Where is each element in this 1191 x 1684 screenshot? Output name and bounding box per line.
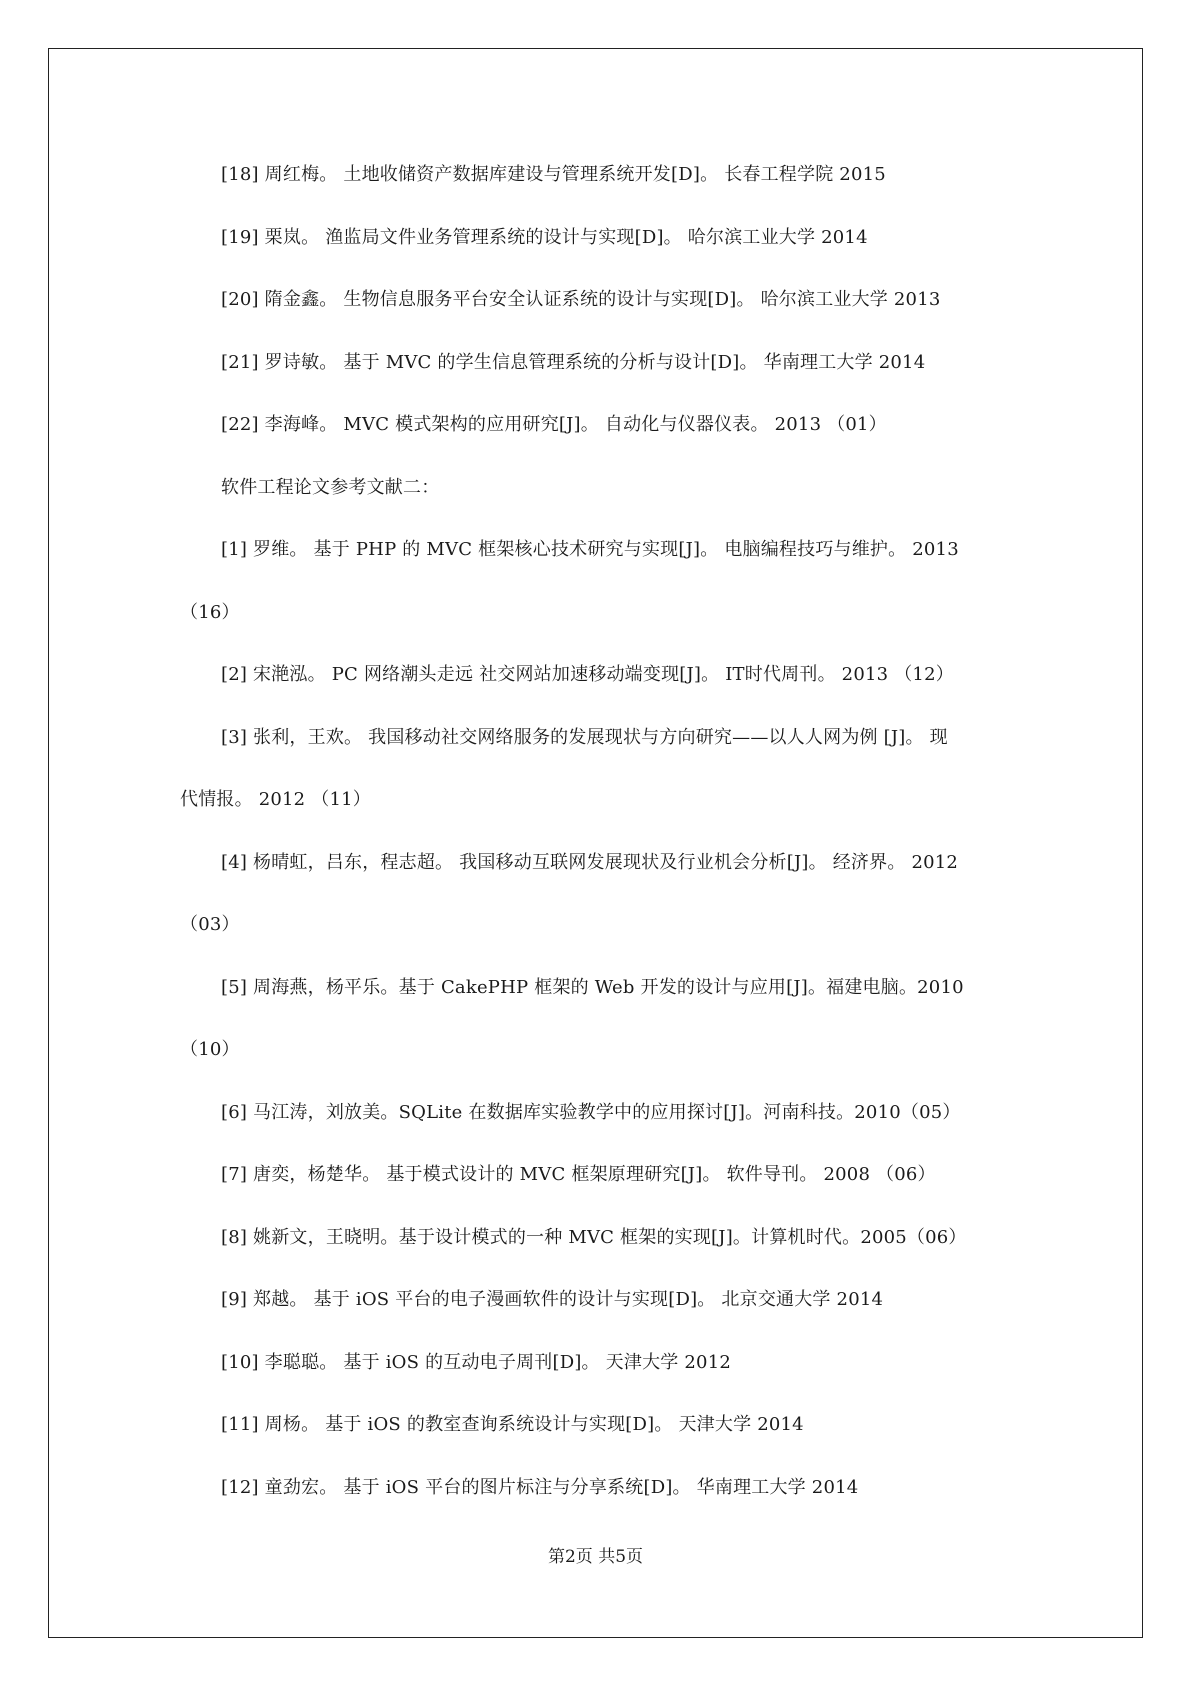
reference-line: [4] 杨晴虹，吕东，程志超。 我国移动互联网发展现状及行业机会分析[J]。 经济界。 2012 (221, 851, 959, 873)
reference-line-continuation: 代情报。 2012 （11） (180, 789, 371, 810)
reference-line: [5] 周海燕，杨平乐。基于 CakePHP 框架的 Web 开发的设计与应用[J]。福建电脑。2010 (221, 976, 964, 998)
reference-line: [11] 周杨。 基于 iOS 的教室查询系统设计与实现[D]。 天津大学 2014 (221, 1414, 804, 1435)
reference-line: [2] 宋滟泓。 PC 网络潮头走远 社交网站加速移动端变现[J]。 IT时代周刊。 2013 （12） (221, 664, 954, 685)
reference-line: [3] 张利，王欢。 我国移动社交网络服务的发展现状与方向研究——以人人网为例 [J]。 现 (221, 726, 948, 748)
reference-line: [8] 姚新文，王晓明。基于设计模式的一种 MVC 框架的实现[J]。计算机时代。2005（06） (221, 1226, 967, 1248)
reference-line: [19] 栗岚。 渔监局文件业务管理系统的设计与实现[D]。 哈尔滨工业大学 2014 (221, 226, 868, 248)
reference-line: [12] 童劲宏。 基于 iOS 平台的图片标注与分享系统[D]。 华南理工大学 2014 (221, 1476, 859, 1498)
reference-line: [18] 周红梅。 土地收储资产数据库建设与管理系统开发[D]。 长春工程学院 2015 (221, 164, 886, 185)
reference-line-continuation: （03） (180, 914, 240, 935)
reference-line: [9] 郑越。 基于 iOS 平台的电子漫画软件的设计与实现[D]。 北京交通大学 2014 (221, 1289, 884, 1310)
reference-line-continuation: （10） (180, 1039, 240, 1060)
reference-line-continuation: （16） (180, 601, 240, 623)
section-heading: 软件工程论文参考文献二： (221, 476, 440, 498)
reference-line: [10] 李聪聪。 基于 iOS 的互动电子周刊[D]。 天津大学 2012 (221, 1351, 732, 1373)
reference-list (180, 146, 1020, 1521)
reference-line: [22] 李海峰。 MVC 模式架构的应用研究[J]。 自动化与仪器仪表。 2013 （01） (221, 414, 887, 435)
reference-line: [1] 罗维。 基于 PHP 的 MVC 框架核心技术研究与实现[J]。 电脑编程技巧与维护。 2013 (221, 539, 959, 560)
reference-line: [6] 马江涛，刘放美。SQLite 在数据库实验教学中的应用探讨[J]。河南科技。2010（05） (221, 1101, 961, 1123)
page-number-footer: 第2页 共5页 (547, 1547, 644, 1567)
reference-line: [20] 隋金鑫。 生物信息服务平台安全认证系统的设计与实现[D]。 哈尔滨工业大学 2013 (221, 289, 941, 310)
reference-line: [7] 唐奕，杨楚华。 基于模式设计的 MVC 框架原理研究[J]。 软件导刊。 2008 （06） (221, 1164, 936, 1185)
reference-line: [21] 罗诗敏。 基于 MVC 的学生信息管理系统的分析与设计[D]。 华南理工大学 2014 (221, 351, 926, 373)
